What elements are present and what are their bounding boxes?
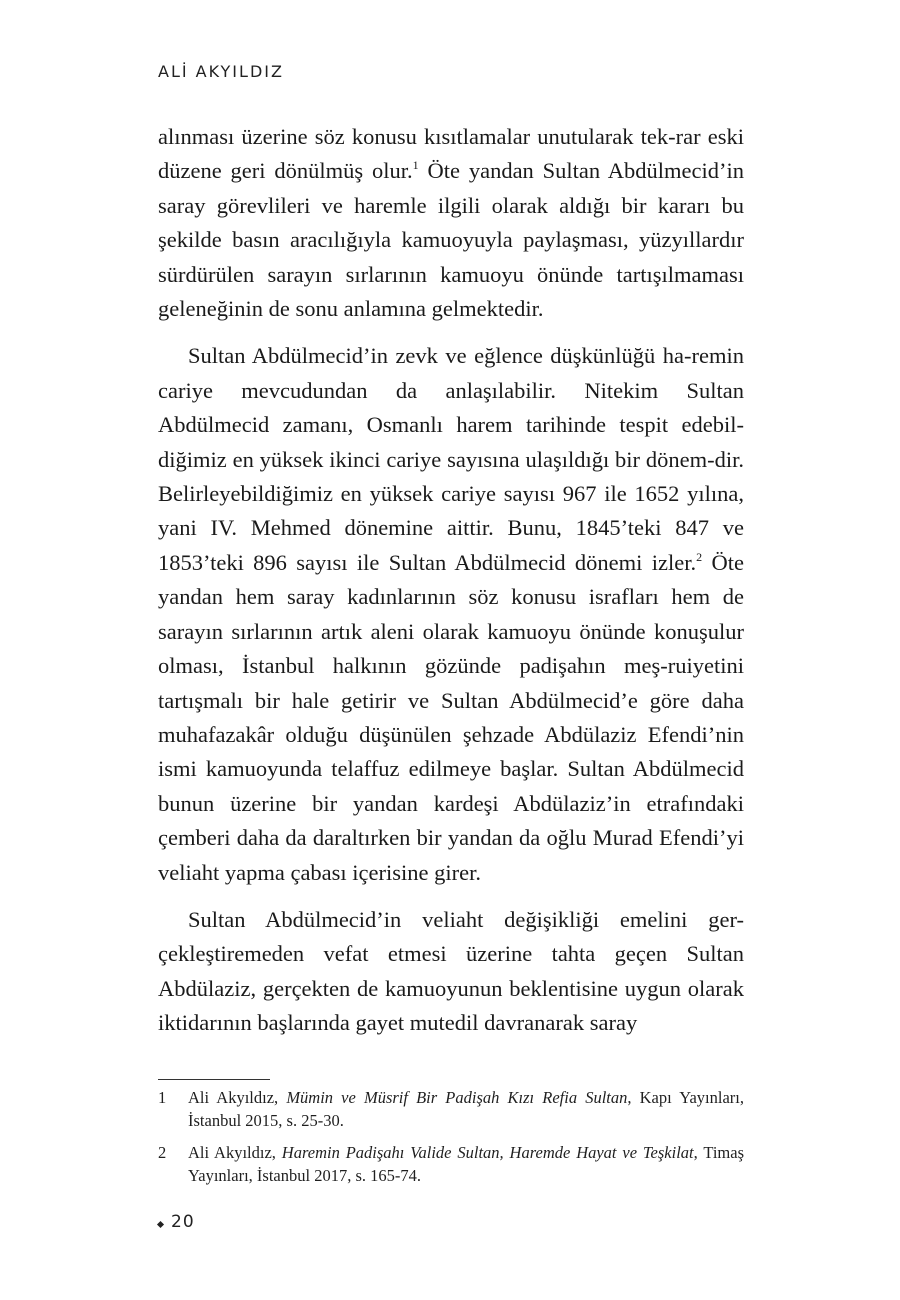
footnote-ref-1[interactable]: 1: [412, 158, 419, 173]
footnote-title: Mümin ve Müsrif Bir Padişah Kızı Refia Sultan: [286, 1088, 628, 1107]
paragraph-2-text-a: Sultan Abdülmecid’in zevk ve eğlence düşkünlüğü ha-remin cariye mevcudundan da anlaşılabilir. Nitekim Sultan Abdülmecid zamanı, Osmanlı harem tarihinde tespit edebil-diğimiz en yüksek ikinci cariye sayısına ulaşıldığı bir dönem-dir. Belirleyebildiğimiz en yüksek cariye sayısı 967 ile 1652 yılına, yani IV. Mehmed dönemine aittir. Bunu, 1845’teki 847 ve 1853’teki 896 sayısı ile Sultan Abdülmecid dönemi izler.: [158, 343, 744, 575]
paragraph-2: [158, 339, 744, 890]
footnote-publication: , Kapı Yayınları, İstanbul 2015, s. 25-30.: [188, 1088, 745, 1130]
footnote-text: [188, 1086, 744, 1132]
body-text: [158, 120, 744, 1041]
footnote-text: [188, 1141, 744, 1187]
paragraph-3: Sultan Abdülmecid’in veliaht değişikliği emelini ger-çekleştiremeden vefat etmesi üzerine tahta geçen Sultan Abdülaziz, gerçekten de kamuoyunun beklentisine uygun olarak iktidarının başlarında gayet mutedil davranarak saray: [158, 906, 744, 1036]
footnote-2: [158, 1141, 744, 1187]
footnotes: [158, 1086, 744, 1196]
paragraph-1-text-a: alınması üzerine söz konusu kısıtlamalar unutularak tek-rar eski düzene geri dönülmüş olur.: [158, 124, 744, 184]
footnote-number: 1: [158, 1088, 167, 1107]
diamond-icon: [157, 1220, 164, 1227]
footnote-publication: , Timaş Yayınları, İstanbul 2017, s. 165-74.: [188, 1143, 744, 1185]
page-folio: [158, 1212, 195, 1232]
running-head: ALİ AKYILDIZ: [158, 62, 284, 81]
footnote-number: 2: [158, 1143, 167, 1162]
paragraph-2-text-b: Öte yandan hem saray kadınlarının söz konusu israfları hem de sarayın sırlarının artık aleni olarak kamuoyu önünde konuşulur olması, İstanbul halkının gözünde padişahın meş-ruiyetini tartışmalı bir hale getirir ve Sultan Abdülmecid’e göre daha muhafazakâr olduğu düşünülen şehzade Abdülaziz Efendi’nin ismi kamuoyunda telaffuz edilmeye başlar. Sultan Abdülmecid bunun üzerine bir yandan kardeşi Abdülaziz’in etrafındaki çemberi daha da daraltırken bir yandan da oğlu Murad Efendi’yi veliaht yapma çabası içerisine girer.: [158, 549, 744, 885]
footnote-1: [158, 1086, 744, 1132]
footnote-author: Ali Akyıldız,: [188, 1088, 287, 1107]
footnote-title: Haremin Padişahı Valide Sultan, Haremde Hayat ve Teşkilat: [281, 1143, 694, 1162]
footnote-author: Ali Akyıldız,: [188, 1143, 282, 1162]
page-number: 20: [171, 1212, 195, 1232]
paragraph-1-text-b: Öte yandan Sultan Abdülmecid’in saray görevlileri ve haremle ilgili olarak aldığı bir kararı bu şekilde basın aracılığıyla kamuoyuyla paylaşması, yüzyıllardır sürdürülen sarayın sırlarının kamuoyu önünde tartışılmaması geleneğinin de sonu anlamına gelmektedir.: [158, 158, 744, 322]
footnote-ref-2[interactable]: 2: [696, 549, 703, 564]
footnote-divider: [158, 1079, 270, 1080]
paragraph-1: [158, 120, 744, 326]
